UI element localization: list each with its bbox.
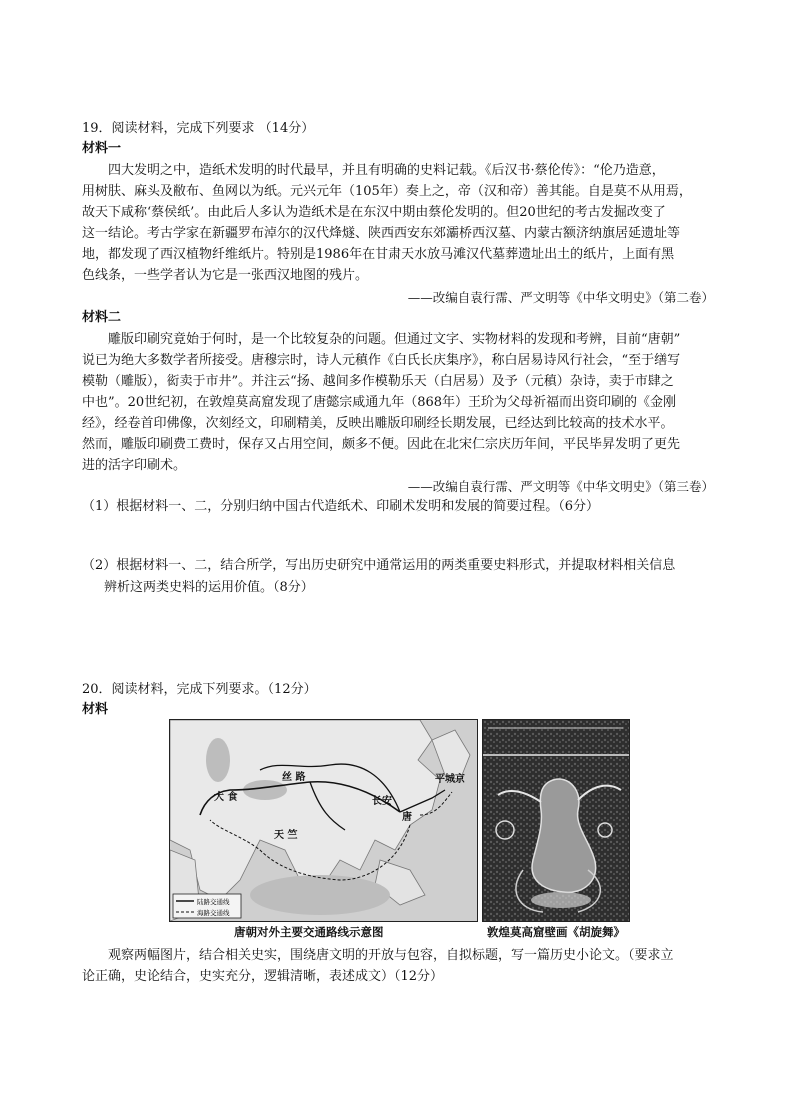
q20-title: 20．阅读材料，完成下列要求。（12分） bbox=[82, 682, 317, 697]
map-label-tianzhu: 天 竺 bbox=[274, 830, 298, 841]
map-label-tang: 唐 bbox=[402, 812, 412, 823]
text-line: 雕版印刷究竟始于何时，是一个比较复杂的问题。但通过文字、实物材料的发现和考辨，目前“唐朝” bbox=[108, 332, 681, 347]
text-line: 四大发明之中，造纸术发明的时代最早，并且有明确的史料记载。《后汉书·蔡伦传》：“伦乃造意， bbox=[108, 163, 665, 178]
q20-task-line2: 论正确，史论结合，史实充分，逻辑清晰，表述成文）（12分） bbox=[82, 969, 444, 984]
q20-task-line1: 观察两幅图片，结合相关史实，围绕唐文明的开放与包容，自拟标题，写一篇历史小论文。（要求立 bbox=[108, 948, 674, 963]
tang-trade-route-map bbox=[169, 719, 478, 922]
text-line: 地，都发现了西汉植物纤维纸片。特别是1986年在甘肃天水放马滩汉代墓葬遗址出土的纸片，上面有黑 bbox=[82, 247, 675, 262]
text-line: 然而，雕版印刷费工费时，保存又占用空间，颇多不便。因此在北宋仁宗庆历年间，平民毕昇发明了更先 bbox=[82, 437, 681, 452]
q19-subquestion-2: （2）根据材料一、二，结合所学，写出历史研究中通常运用的两类重要史料形式，并提取材料相关信息 bbox=[82, 558, 676, 573]
legend-land-text: 陆路交通线 bbox=[197, 898, 230, 906]
text-line: 进的活字印刷术。 bbox=[82, 458, 187, 473]
q20-material-label: 材料 bbox=[82, 702, 109, 717]
map-label-dashi: 大 食 bbox=[214, 792, 238, 803]
q19-material1-label: 材料一 bbox=[82, 141, 122, 156]
q19-material1-source: ——改编自袁行霈、严文明等《中华文明史》（第二卷） bbox=[407, 290, 714, 305]
text-line: 故天下咸称‘蔡侯纸’。由此后人多认为造纸术是在东汉中期由蔡伦发明的。但20世纪的考古发掘改变了 bbox=[82, 205, 666, 220]
q19-material2-source: ——改编自袁行霈、严文明等《中华文明史》（第三卷） bbox=[407, 479, 714, 494]
text-line: 用树肤、麻头及敝布、鱼网以为纸。元兴元年（105年）奏上之，帝（汉和帝）善其能。自是莫不从用焉， bbox=[82, 184, 692, 199]
text-line: 经》，经卷首印佛像，次刻经文，印刷精美，反映出雕版印刷经长期发展，已经达到比较高的技术水平。 bbox=[82, 416, 674, 431]
mural-caption: 敦煌莫高窟壁画《胡旋舞》 bbox=[487, 925, 625, 939]
map-drawing bbox=[170, 720, 477, 921]
map-label-silu: 丝 路 bbox=[282, 772, 306, 783]
text-line: 说已为绝大多数学者所接受。唐穆宗时，诗人元稹作《白氏长庆集序》，称白居易诗风行社会，“至于缮写 bbox=[82, 353, 681, 368]
map-caption: 唐朝对外主要交通路线示意图 bbox=[234, 925, 384, 939]
mural-drawing bbox=[483, 720, 629, 921]
dunhuang-mural-image bbox=[482, 719, 630, 922]
text-line: 中也”。20世纪初，在敦煌莫高窟发现了唐懿宗咸通九年（868年）王玠为父母祈福而出资印刷的《金刚 bbox=[82, 395, 677, 410]
legend-sea-text: 海路交通线 bbox=[197, 909, 230, 917]
text-line: 这一结论。考古学家在新疆罗布淖尔的汉代烽燧、陕西西安东郊灞桥西汉墓、内蒙古额济纳旗居延遗址等 bbox=[82, 226, 681, 241]
q19-subquestion-2-cont: 辨析这两类史料的运用价值。（8分） bbox=[104, 580, 314, 595]
q19-material2-label: 材料二 bbox=[82, 310, 122, 325]
text-line: 模勒（雕版），衒卖于市井”。并注云“扬、越间多作模勒乐天（白居易）及予（元稹）杂诗，卖于市肆之 bbox=[82, 374, 674, 389]
map-label-changan: 长安 bbox=[372, 796, 392, 807]
q19-subquestion-1: （1）根据材料一、二，分别归纳中国古代造纸术、印刷术发明和发展的简要过程。（6分） bbox=[82, 499, 600, 514]
text-line: 色线条，一些学者认为它是一张西汉地图的残片。 bbox=[82, 268, 369, 283]
map-label-pingcheng: 平城京 bbox=[435, 774, 465, 785]
q19-title: 19．阅读材料，完成下列要求 （14分） bbox=[82, 121, 315, 136]
